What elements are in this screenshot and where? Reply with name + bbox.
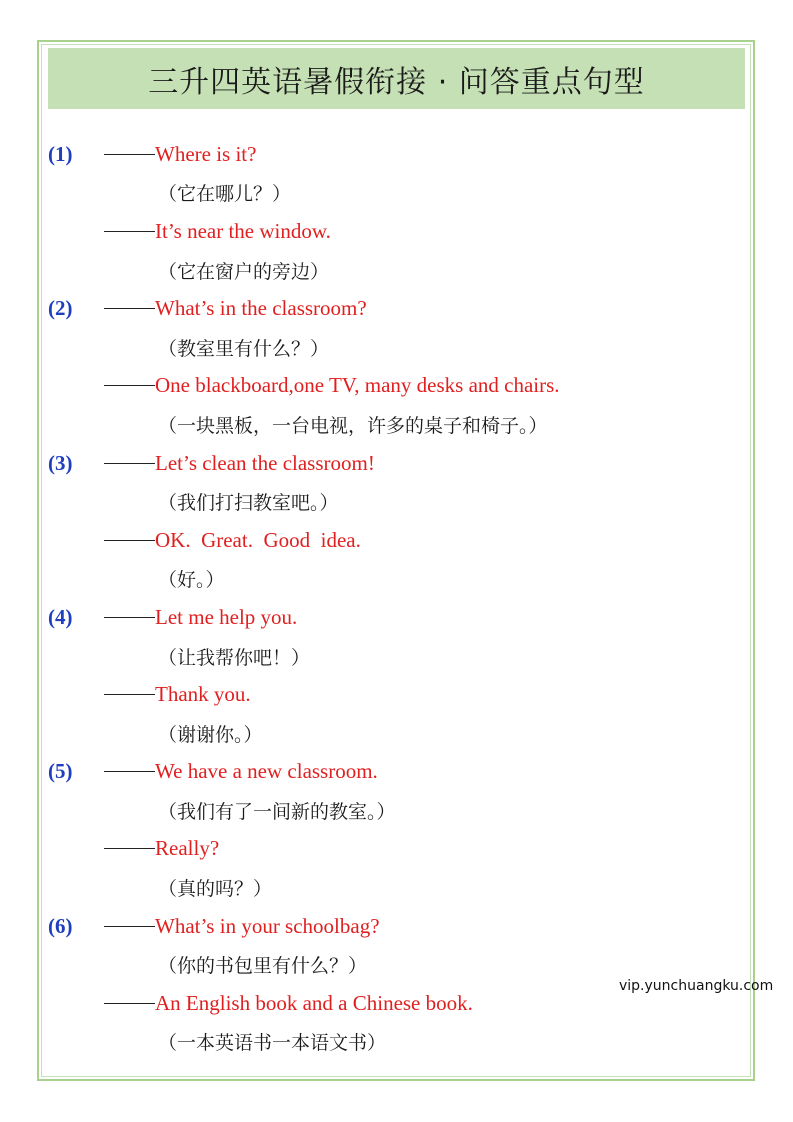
dash-mark xyxy=(104,926,155,927)
english-answer: OK. Great. Good idea. xyxy=(155,527,361,552)
chinese-translation: （它在窗户的旁边） xyxy=(158,260,330,283)
dialogue-6-question-line xyxy=(48,907,748,946)
chinese-translation: （教室里有什么？） xyxy=(158,337,330,360)
dash-mark xyxy=(104,694,155,695)
english-answer: It’s near the window. xyxy=(155,218,331,243)
dialogue-number: (3) xyxy=(48,450,73,475)
dash-mark xyxy=(104,771,155,772)
chinese-translation: （它在哪儿？） xyxy=(158,183,292,206)
chinese-translation: （一块黑板，一台电视，许多的桌子和椅子。） xyxy=(158,414,548,437)
dialogue-3-question-translation xyxy=(48,482,748,521)
title-banner xyxy=(48,48,745,109)
dialogue-5-question-translation xyxy=(48,791,748,830)
dialogue-3-answer-line xyxy=(48,521,748,560)
dialogue-number: (1) xyxy=(48,141,73,166)
chinese-translation: （我们打扫教室吧。） xyxy=(158,492,339,515)
english-answer: An English book and a Chinese book. xyxy=(155,990,473,1015)
dialogue-2-answer-line xyxy=(48,367,748,406)
chinese-translation: （一本英语书一本语文书） xyxy=(158,1032,387,1055)
chinese-translation: （我们有了一间新的教室。） xyxy=(158,800,396,823)
dialogue-2-question-line xyxy=(48,289,748,328)
dialogue-1-question-translation xyxy=(48,174,748,213)
dialogue-3-answer-translation xyxy=(48,560,748,599)
dash-mark xyxy=(104,1003,155,1004)
english-answer: Really? xyxy=(155,836,220,861)
dash-mark xyxy=(104,308,155,309)
chinese-translation: （让我帮你吧！） xyxy=(158,646,311,669)
dialogue-6-answer-translation xyxy=(48,1023,748,1062)
dialogue-1-answer-translation xyxy=(48,251,748,290)
dialogue-3-question-line xyxy=(48,444,748,483)
dash-mark xyxy=(104,463,155,464)
dash-mark xyxy=(104,540,155,541)
watermark-url: vip.yunchuangku.com xyxy=(619,978,774,994)
english-question: What’s in your schoolbag? xyxy=(155,913,380,938)
dash-mark xyxy=(104,385,155,386)
english-question: Let’s clean the classroom! xyxy=(155,450,375,475)
dialogue-4-question-line xyxy=(48,598,748,637)
english-question: What’s in the classroom? xyxy=(155,296,367,321)
dialogue-number: (4) xyxy=(48,604,73,629)
dialogue-number: (6) xyxy=(48,913,73,938)
chinese-translation: （好。） xyxy=(158,569,225,592)
dash-mark xyxy=(104,154,155,155)
page-title: 三升四英语暑假衔接 · 问答重点句型 xyxy=(148,64,645,100)
dialogue-4-question-translation xyxy=(48,637,748,676)
dialogue-2-question-translation xyxy=(48,328,748,367)
dash-mark xyxy=(104,231,155,232)
dialogue-5-answer-line xyxy=(48,830,748,869)
dialogue-number: (5) xyxy=(48,759,73,784)
chinese-translation: （你的书包里有什么？） xyxy=(158,955,368,978)
dialogue-5-question-line xyxy=(48,753,748,792)
english-question: Where is it? xyxy=(155,141,257,166)
chinese-translation: （谢谢你。） xyxy=(158,723,263,746)
dialogue-number: (2) xyxy=(48,296,73,321)
dialogue-4-answer-translation xyxy=(48,714,748,753)
dialogue-2-answer-translation xyxy=(48,405,748,444)
english-answer: One blackboard,one TV, many desks and chairs. xyxy=(155,373,560,398)
english-question: We have a new classroom. xyxy=(155,759,378,784)
dialogue-5-answer-translation xyxy=(48,868,748,907)
english-answer: Thank you. xyxy=(155,682,251,707)
dash-mark xyxy=(104,848,155,849)
dialogue-1-question-line xyxy=(48,135,748,174)
english-question: Let me help you. xyxy=(155,604,298,629)
dialogue-4-answer-line xyxy=(48,675,748,714)
chinese-translation: （真的吗？） xyxy=(158,878,273,901)
dash-mark xyxy=(104,617,155,618)
dialogue-1-answer-line xyxy=(48,212,748,251)
dialogue-list xyxy=(48,135,748,1061)
